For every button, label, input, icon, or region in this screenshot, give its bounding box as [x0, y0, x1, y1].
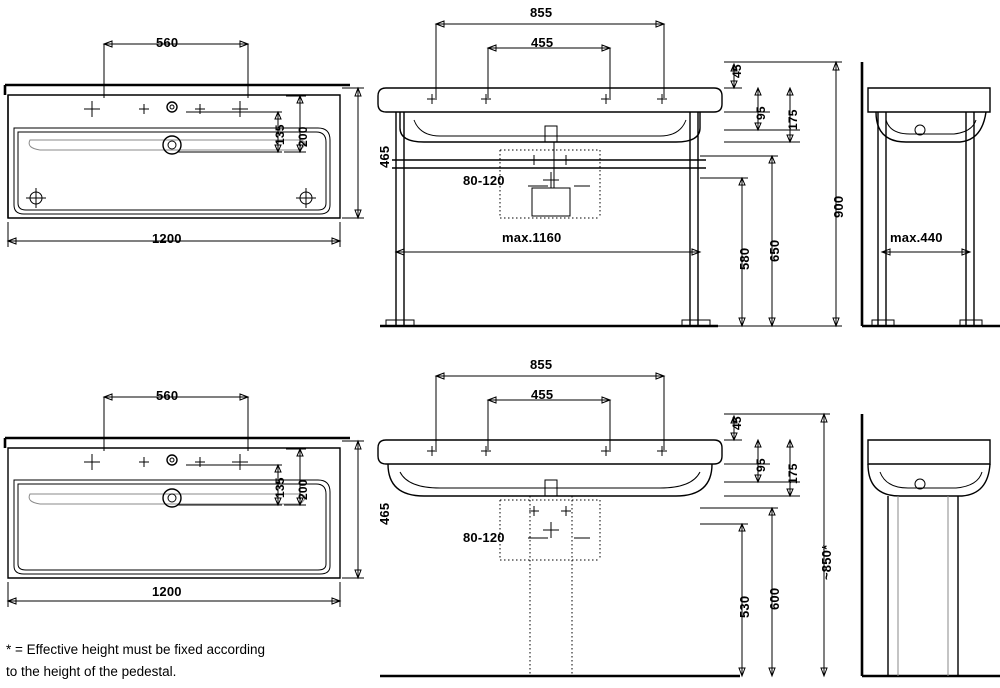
dim-80-120-front-lower: 80-120	[463, 530, 505, 545]
dim-135-top-upper: 135	[273, 124, 287, 145]
dim-95-front-upper: 95	[754, 106, 768, 120]
dim-850-front-lower: ~850*	[819, 544, 834, 580]
top-view-lower	[5, 394, 364, 607]
top-view-upper	[5, 41, 364, 247]
dim-455-front-upper: 455	[531, 35, 554, 50]
dim-600-front-lower: 600	[767, 587, 782, 610]
dim-855-front-lower: 855	[530, 357, 553, 372]
dim-175-front-upper: 175	[786, 109, 800, 130]
dim-135-top-lower: 135	[273, 477, 287, 498]
dim-max440-side-upper: max.440	[890, 230, 943, 245]
dim-200-top-upper: 200	[296, 126, 310, 147]
dim-max1160-front-upper: max.1160	[502, 230, 562, 245]
dim-45-front-lower: 45	[730, 416, 744, 430]
dim-530-front-lower: 530	[737, 595, 752, 618]
dim-465-top-lower: 465	[377, 502, 392, 525]
front-view-upper	[378, 21, 842, 326]
dim-580-front-upper: 580	[737, 247, 752, 270]
dim-45-front-upper: 45	[730, 64, 744, 78]
front-view-lower	[378, 373, 830, 676]
dim-650-front-upper: 650	[767, 239, 782, 262]
dim-80-120-front-upper: 80-120	[463, 173, 505, 188]
dim-1200-top-upper: 1200	[152, 231, 182, 246]
dim-175-front-lower: 175	[786, 463, 800, 484]
dim-455-front-lower: 455	[531, 387, 554, 402]
dim-855-front-upper: 855	[530, 5, 553, 20]
dim-560-top-upper: 560	[156, 35, 179, 50]
footnote-line-2: to the height of the pedestal.	[6, 664, 177, 679]
dim-560-top-lower: 560	[156, 388, 179, 403]
dim-465-top-upper: 465	[377, 145, 392, 168]
dim-900-front-upper: 900	[831, 195, 846, 218]
side-view-upper	[862, 62, 1000, 326]
side-view-lower	[862, 414, 1000, 676]
dim-200-top-lower: 200	[296, 479, 310, 500]
footnote-line-1: * = Effective height must be fixed according	[6, 642, 266, 657]
dim-95-front-lower: 95	[754, 458, 768, 472]
dim-1200-top-lower: 1200	[152, 584, 182, 599]
